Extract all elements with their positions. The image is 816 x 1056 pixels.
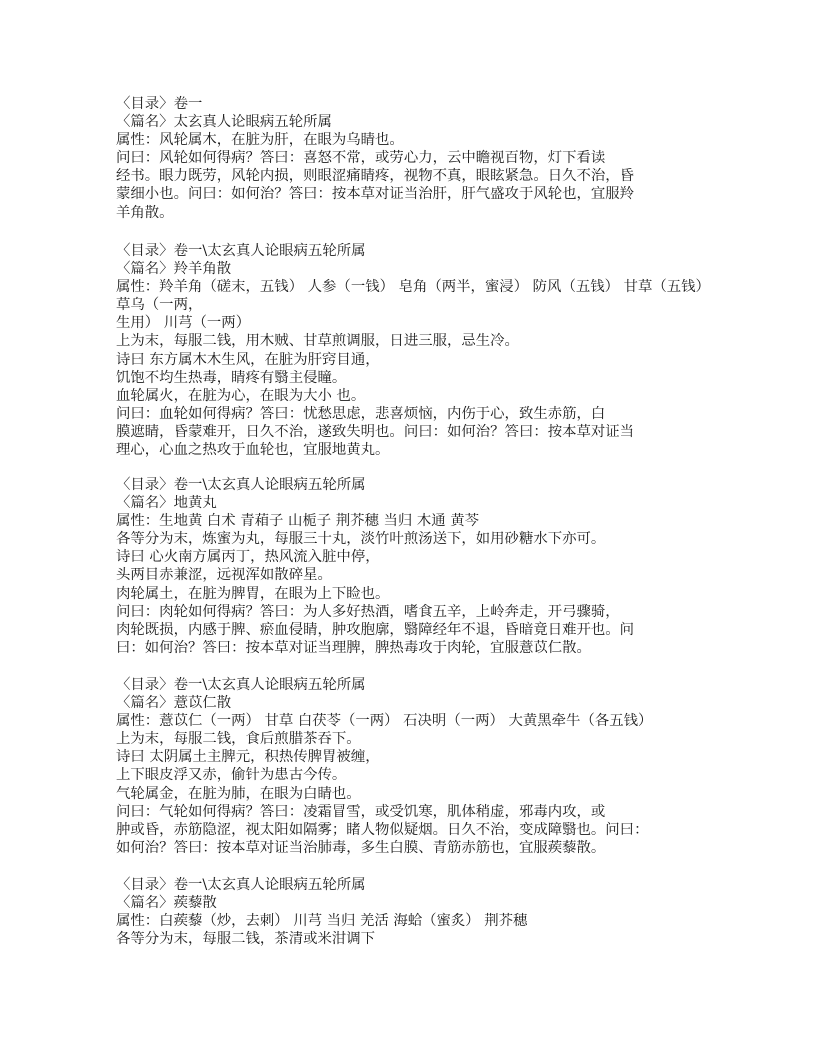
- text-line: 属性：薏苡仁（一两） 甘草 白茯苓（一两） 石决明（一两） 大黄黑牵牛（各五钱）: [116, 713, 653, 730]
- section-toc-path: 〈目录〉卷一: [116, 96, 203, 112]
- section-title: 〈篇名〉太玄真人论眼病五轮所属: [116, 114, 332, 131]
- text-line: 属性：羚羊角（磋末，五钱） 人参（一钱） 皂角（两半，蜜浸） 防风（五钱） 甘草（五钱）: [116, 279, 710, 296]
- text-line: 饥饱不均生热毒，睛疼有翳主侵瞳。: [116, 369, 347, 386]
- text-line: 诗曰 东方属木木生风，在脏为肝窍目通，: [116, 351, 380, 368]
- document-section: [116, 676, 716, 857]
- text-line: 属性：白蒺藜（炒，去刺） 川芎 当归 羌活 海蛤（蜜炙） 荆芥穗: [116, 913, 528, 930]
- text-line: 膜遮睛，昏蒙难开，日久不治，遂致失明也。问曰：如何治？答曰：按本草对证当: [116, 423, 635, 440]
- text-line: 经书。眼力既劳，风轮内损，则眼涩痛睛疼，视物不真，眼眩紧急。日久不治，昏: [116, 168, 635, 185]
- section-title: 〈篇名〉蒺藜散: [116, 895, 217, 912]
- section-title: 〈篇名〉羚羊角散: [116, 261, 232, 278]
- document-section: [116, 95, 716, 222]
- text-line: 如何治？答曰：按本草对证当治肺毒，多生白膜、青筋赤筋也，宜服蒺藜散。: [116, 839, 606, 856]
- text-line: 生用） 川芎（一两）: [116, 315, 251, 332]
- section-toc-path: 〈目录〉卷一\太玄真人论眼病五轮所属: [116, 877, 366, 893]
- text-line: 诗曰 太阴属土主脾元，积热传脾胃被缠，: [116, 749, 380, 766]
- document-section: [116, 476, 716, 657]
- document-section: [116, 876, 716, 948]
- text-line: 诗曰 心火南方属丙丁，热风流入脏中停，: [116, 549, 380, 566]
- text-line: 羊角散。: [116, 204, 174, 221]
- text-line: 肿或昏，赤筋隐涩，视太阳如隔雾；睹人物似疑烟。日久不治，变成障翳也。问曰：: [116, 821, 649, 838]
- section-title: 〈篇名〉地黄丸: [116, 495, 217, 512]
- text-line: 问曰：肉轮如何得病？答曰：为人多好热酒，嗜食五辛，上岭奔走，开弓骤骑，: [116, 603, 620, 620]
- text-line: 问曰：气轮如何得病？答曰：凌霜冒雪，或受饥寒，肌体稍虚，邪毒内攻，或: [116, 803, 606, 820]
- text-line: 草乌（一两，: [116, 297, 203, 314]
- text-line: 各等分为末，炼蜜为丸，每服三十丸，淡竹叶煎汤送下，如用砂糖水下亦可。: [116, 531, 606, 548]
- section-toc-path: 〈目录〉卷一\太玄真人论眼病五轮所属: [116, 243, 366, 259]
- text-line: 血轮属火，在脏为心，在眼为大小 也。: [116, 387, 366, 404]
- text-line: 头两目赤兼涩，远视浑如散碎星。: [116, 567, 332, 584]
- text-line: 肉轮属土，在脏为脾胃，在眼为上下睑也。: [116, 585, 390, 602]
- text-line: 上为末，每服二钱，用木贼、甘草煎调服，日进三服，忌生冷。: [116, 333, 519, 350]
- text-line: 理心，心血之热攻于血轮也，宜服地黄丸。: [116, 442, 390, 459]
- text-line: 各等分为末，每服二钱，茶清或米泔调下: [116, 931, 376, 948]
- text-line: 上为末，每服二钱，食后煎腊茶吞下。: [116, 731, 361, 748]
- section-toc-path: 〈目录〉卷一\太玄真人论眼病五轮所属: [116, 677, 366, 693]
- text-line: 蒙细小也。问曰：如何治？答曰：按本草对证当治肝，肝气盛攻于风轮也，宜服羚: [116, 186, 635, 203]
- text-line: 属性：生地黄 白术 青葙子 山栀子 荆芥穗 当归 木通 黄芩: [116, 513, 480, 530]
- section-toc-path: 〈目录〉卷一\太玄真人论眼病五轮所属: [116, 477, 366, 493]
- text-line: 肉轮既损，内感于脾、瘀血侵睛，肿攻胞廓，翳障经年不退，昏暗竟日难开也。问: [116, 621, 635, 638]
- text-line: 气轮属金，在脏为肺，在眼为白睛也。: [116, 785, 361, 802]
- text-line: 上下眼皮浮又赤，偷针为患古今传。: [116, 767, 347, 784]
- section-title: 〈篇名〉薏苡仁散: [116, 695, 232, 712]
- text-line: 属性：风轮属木，在脏为肝，在眼为乌睛也。: [116, 132, 404, 149]
- text-line: 问曰：风轮如何得病？答曰：喜怒不常，或劳心力，云中瞻视百物，灯下看读: [116, 150, 606, 167]
- document-section: [116, 242, 716, 459]
- text-line: 曰：如何治？答曰：按本草对证当理脾，脾热毒攻于肉轮，宜服薏苡仁散。: [116, 639, 591, 656]
- text-line: 问曰：血轮如何得病？答曰：忧愁思虑，悲喜烦恼，内伤于心，致生赤筋，白: [116, 405, 606, 422]
